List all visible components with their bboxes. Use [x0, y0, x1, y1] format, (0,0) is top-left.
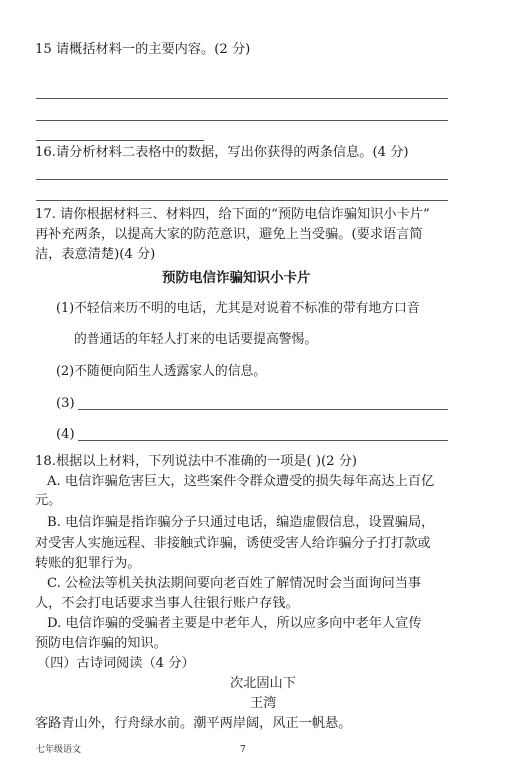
q16-text: 16.请分析材料二表格中的数据，写出你获得的两条信息。(4 分)	[35, 145, 409, 160]
q18-option-a-line-2: 元。	[35, 493, 62, 508]
q18-stem: 18.根据以上材料，下列说法中不准确的一项是( )(2 分)	[35, 454, 358, 469]
card-item-1-line-1: (1)不轻信来历不明的电话，尤其是对说着不标准的带有地方口音	[56, 301, 420, 316]
q18-option-c-line-2: 人，不会打电话要求当事人往银行账户存钱。	[35, 596, 299, 611]
q17-line-1: 17. 请你根据材料三、材料四，给下面的“预防电信诈骗知识小卡片”	[35, 207, 430, 222]
q17-line-2: 再补充两条，以提高大家的防范意识，避免上当受骗。(要求语言简	[35, 227, 423, 242]
q15-answer-line-1[interactable]	[36, 98, 448, 99]
q16-answer-line-2[interactable]	[36, 200, 448, 201]
q18-option-b-line-3: 转账的犯罪行为。	[35, 556, 141, 571]
section-4-heading: （四）古诗词阅读（4 分）	[37, 656, 195, 671]
q18-option-a-line-1: A. 电信诈骗危害巨大，这些案件令群众遭受的损失每年高达上百亿	[47, 474, 435, 489]
poem-line-1: 客路青山外，行舟绿水前。潮平两岸阔，风正一帆悬。	[35, 716, 352, 731]
q18-option-b-line-1: B. 电信诈骗是指诈骗分子只通过电话，编造虚假信息，设置骗局，	[47, 515, 435, 530]
card-item-3-blank[interactable]	[78, 409, 448, 410]
q18-option-d-line-1: D. 电信诈骗的受骗者主要是中老年人，所以应多向中老年人宣传	[47, 616, 422, 631]
page-number: 7	[240, 745, 246, 755]
card-item-3-label: (3)	[56, 396, 75, 411]
q15-answer-line-2[interactable]	[36, 120, 448, 121]
card-item-4-blank[interactable]	[78, 440, 448, 441]
q18-option-d-line-2: 预防电信诈骗的知识。	[35, 636, 167, 651]
poem-title: 次北固山下	[230, 676, 296, 691]
card-item-2: (2)不随便向陌生人透露家人的信息。	[56, 364, 267, 379]
q15-text: 15 请概括材料一的主要内容。(2 分)	[35, 42, 251, 57]
card-item-1-line-2: 的普通话的年轻人打来的电话要提高警惕。	[74, 332, 318, 347]
poem-author: 王湾	[250, 696, 277, 711]
q16-answer-line-1[interactable]	[36, 179, 448, 180]
q18-option-b-line-2: 对受害人实施远程、非接触式诈骗，诱使受害人给诈骗分子打打款或	[35, 536, 431, 551]
q17-line-3: 洁，表意清楚)(4 分)	[35, 247, 156, 262]
q15-answer-line-3[interactable]	[36, 140, 204, 141]
footer-subject: 七年级语文	[36, 745, 82, 755]
q18-option-c-line-1: C. 公检法等机关执法期间要向老百姓了解情况时会当面询问当事	[47, 576, 422, 591]
card-title: 预防电信诈骗知识小卡片	[162, 270, 311, 286]
card-item-4-label: (4)	[56, 427, 75, 442]
